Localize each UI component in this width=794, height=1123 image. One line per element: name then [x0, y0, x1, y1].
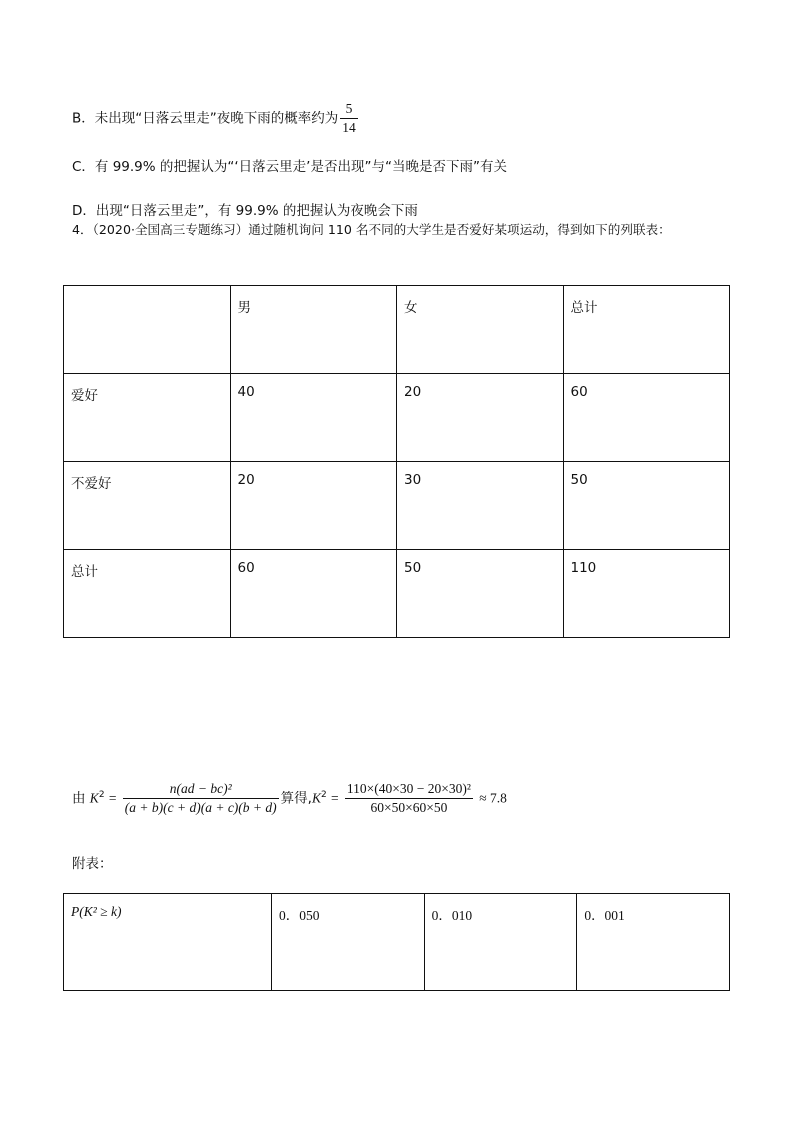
table-row — [64, 462, 730, 550]
general-formula-fraction — [123, 780, 279, 817]
table-cell: 20 — [397, 374, 564, 462]
appendix-table — [63, 893, 730, 991]
k-symbol: K — [89, 790, 99, 806]
option-b-text: B．未出现“日落云里走”夜晚下雨的概率约为 — [72, 110, 339, 127]
table-header-male: 男 — [230, 286, 397, 374]
option-b — [72, 100, 360, 137]
table-cell: 0．010 — [424, 894, 577, 991]
probability-header: P(K² ≥ k) — [64, 894, 272, 991]
option-d: D．出现“日落云里走”，有 99.9% 的把握认为夜晚会下雨 — [72, 203, 418, 219]
formula-denominator: (a + b)(c + d)(a + c)(b + d) — [124, 800, 277, 815]
table-header-total: 总计 — [563, 286, 730, 374]
table-cell: 0．050 — [272, 894, 425, 991]
computed-numerator: 110×(40×30 − 20×30)² — [346, 781, 471, 796]
table-row — [64, 374, 730, 462]
table-cell: 110 — [563, 550, 730, 638]
table-row — [64, 550, 730, 638]
table-cell: 0．001 — [577, 894, 730, 991]
appendix-label: 附表： — [72, 856, 113, 872]
fraction-numerator: 5 — [345, 101, 353, 116]
equals-sign: = — [108, 790, 117, 806]
table-cell: 20 — [230, 462, 397, 550]
table-cell: 50 — [397, 550, 564, 638]
equals-sign: = — [331, 790, 339, 806]
table-row — [64, 286, 730, 374]
table-cell: 爱好 — [64, 374, 231, 462]
formula-mid: 算得, — [280, 790, 312, 807]
k-squared-formula — [72, 780, 507, 817]
computed-denominator: 60×50×60×50 — [345, 798, 473, 817]
table-cell — [64, 286, 231, 374]
table-cell: 总计 — [64, 550, 231, 638]
table-cell: 不爱好 — [64, 462, 231, 550]
question-4: 4．（2020·全国高三专题练习）通过随机询问 110 名不同的大学生是否爱好某项运动，得到如下的列联表： — [72, 222, 671, 237]
formula-numerator: n(ad − bc)² — [169, 781, 232, 796]
k-symbol: K — [311, 790, 321, 806]
table-cell: 40 — [230, 374, 397, 462]
table-cell: 50 — [563, 462, 730, 550]
k-superscript: 2 — [320, 790, 327, 800]
option-c: C．有 99.9% 的把握认为“‘日落云里走’是否出现”与“当晚是否下雨”有关 — [72, 159, 507, 175]
table-row — [64, 894, 730, 991]
formula-result: ≈ 7.8 — [479, 790, 507, 806]
option-b-fraction — [340, 100, 358, 137]
contingency-table — [63, 285, 730, 638]
table-header-female: 女 — [397, 286, 564, 374]
table-cell: 60 — [230, 550, 397, 638]
k-superscript: 2 — [98, 790, 105, 800]
fraction-denominator: 14 — [342, 120, 356, 135]
table-cell: 60 — [563, 374, 730, 462]
computed-fraction — [345, 780, 473, 817]
table-cell: 30 — [397, 462, 564, 550]
formula-prefix: 由 — [72, 790, 86, 807]
